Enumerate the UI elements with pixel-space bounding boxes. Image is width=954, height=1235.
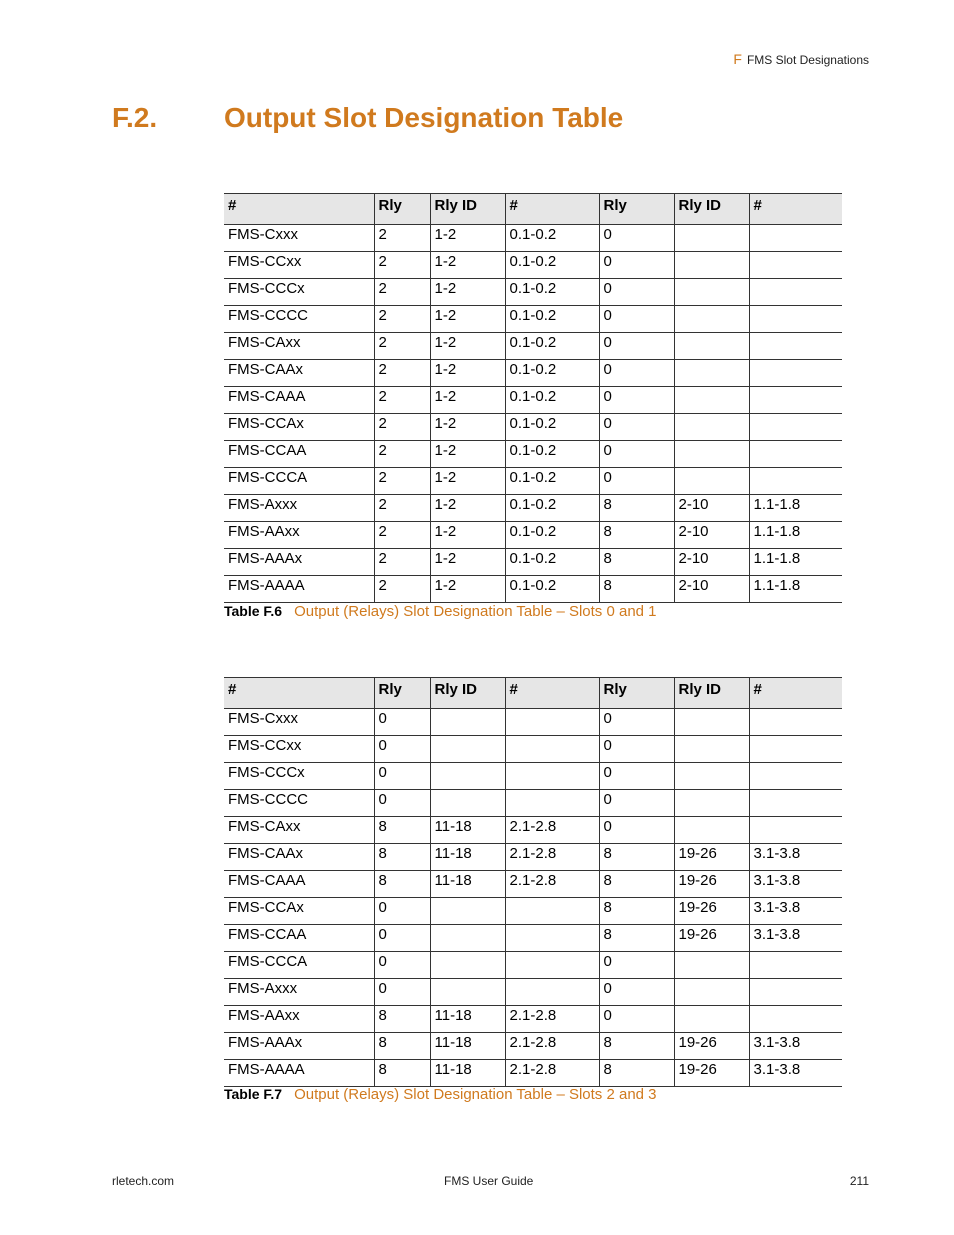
table-cell: 0 bbox=[599, 360, 674, 387]
table-cell bbox=[749, 225, 842, 252]
table-cell bbox=[674, 306, 749, 333]
table-cell: FMS-AAxx bbox=[224, 522, 374, 549]
table-cell bbox=[749, 387, 842, 414]
table-cell bbox=[749, 763, 842, 790]
table-row bbox=[224, 441, 842, 468]
table-cell: FMS-CCCC bbox=[224, 790, 374, 817]
table-cell: 2-10 bbox=[674, 522, 749, 549]
column-header: Rly ID bbox=[430, 194, 505, 225]
table-cell: FMS-AAAA bbox=[224, 576, 374, 603]
table-cell bbox=[749, 709, 842, 736]
table-cell bbox=[749, 468, 842, 495]
table-cell: 1-2 bbox=[430, 225, 505, 252]
table-cell: 1-2 bbox=[430, 576, 505, 603]
table-cell: 2-10 bbox=[674, 495, 749, 522]
table-cell: 0 bbox=[599, 736, 674, 763]
column-header: # bbox=[224, 678, 374, 709]
table-row bbox=[224, 763, 842, 790]
table-row bbox=[224, 252, 842, 279]
table-cell: 0 bbox=[599, 952, 674, 979]
table-cell: 3.1-3.8 bbox=[749, 898, 842, 925]
table-cell: 0.1-0.2 bbox=[505, 333, 599, 360]
table-row bbox=[224, 1006, 842, 1033]
table-cell: 8 bbox=[374, 844, 430, 871]
column-header: Rly bbox=[374, 678, 430, 709]
table-cell: 0 bbox=[599, 763, 674, 790]
table-cell: 8 bbox=[599, 576, 674, 603]
table-cell: 2 bbox=[374, 549, 430, 576]
table-cell: 0 bbox=[374, 898, 430, 925]
table-cell: 0.1-0.2 bbox=[505, 522, 599, 549]
table-cell bbox=[505, 925, 599, 952]
table-cell bbox=[505, 952, 599, 979]
footer-website: rletech.com bbox=[112, 1174, 175, 1188]
table-cell: 1.1-1.8 bbox=[749, 522, 842, 549]
table-cell bbox=[674, 441, 749, 468]
table-cell bbox=[430, 709, 505, 736]
table-cell: 0 bbox=[599, 306, 674, 333]
table-row bbox=[224, 817, 842, 844]
table-cell: FMS-CCxx bbox=[224, 252, 374, 279]
table-cell bbox=[749, 979, 842, 1006]
table-cell: FMS-CAAA bbox=[224, 871, 374, 898]
table-cell: 1-2 bbox=[430, 441, 505, 468]
table-cell: FMS-Axxx bbox=[224, 495, 374, 522]
table-cell: FMS-AAxx bbox=[224, 1006, 374, 1033]
table-cell: 1-2 bbox=[430, 414, 505, 441]
table-cell: 0.1-0.2 bbox=[505, 441, 599, 468]
table-cell: 0 bbox=[374, 979, 430, 1006]
table-cell: FMS-CCCA bbox=[224, 952, 374, 979]
table-row bbox=[224, 495, 842, 522]
table-cell bbox=[430, 979, 505, 1006]
table-cell: 8 bbox=[374, 1033, 430, 1060]
table-cell: 0.1-0.2 bbox=[505, 306, 599, 333]
table-cell bbox=[674, 817, 749, 844]
table-cell bbox=[674, 387, 749, 414]
table-cell bbox=[674, 252, 749, 279]
table-row bbox=[224, 333, 842, 360]
table-cell: 1.1-1.8 bbox=[749, 576, 842, 603]
table-cell: 3.1-3.8 bbox=[749, 844, 842, 871]
footer-guide-title: FMS User Guide bbox=[444, 1174, 534, 1188]
table-cell: 0 bbox=[599, 979, 674, 1006]
table-row bbox=[224, 468, 842, 495]
table-cell: 2 bbox=[374, 279, 430, 306]
table-cell: 2.1-2.8 bbox=[505, 871, 599, 898]
table-cell bbox=[674, 225, 749, 252]
table-cell: FMS-CAAx bbox=[224, 360, 374, 387]
table-row bbox=[224, 709, 842, 736]
table-cell: 3.1-3.8 bbox=[749, 1060, 842, 1087]
slot-table-0-1 bbox=[224, 193, 842, 603]
column-header: # bbox=[749, 194, 842, 225]
table-cell bbox=[749, 1006, 842, 1033]
table-cell: FMS-CAxx bbox=[224, 817, 374, 844]
table-cell: 8 bbox=[374, 1060, 430, 1087]
table-cell bbox=[674, 468, 749, 495]
running-header bbox=[733, 51, 869, 67]
table-cell: 2 bbox=[374, 360, 430, 387]
table-cell: 19-26 bbox=[674, 844, 749, 871]
table-cell: 2.1-2.8 bbox=[505, 817, 599, 844]
table-row bbox=[224, 576, 842, 603]
column-header: Rly ID bbox=[430, 678, 505, 709]
table-cell bbox=[749, 736, 842, 763]
table-row bbox=[224, 306, 842, 333]
table-cell: 3.1-3.8 bbox=[749, 871, 842, 898]
column-header: Rly ID bbox=[674, 678, 749, 709]
table-row bbox=[224, 414, 842, 441]
table-cell: 2-10 bbox=[674, 549, 749, 576]
table-cell: 0 bbox=[599, 225, 674, 252]
table-cell: FMS-AAAx bbox=[224, 1033, 374, 1060]
footer-page-number: 211 bbox=[849, 1174, 869, 1188]
table-cell: 2 bbox=[374, 576, 430, 603]
column-header: Rly bbox=[374, 194, 430, 225]
caption-text: Output (Relays) Slot Designation Table – Slots 2 and 3 bbox=[294, 1086, 657, 1103]
table-row bbox=[224, 952, 842, 979]
table-cell: 0 bbox=[599, 441, 674, 468]
table-cell: 8 bbox=[374, 817, 430, 844]
table-cell: 0.1-0.2 bbox=[505, 387, 599, 414]
table-cell bbox=[674, 790, 749, 817]
table-cell: FMS-Cxxx bbox=[224, 225, 374, 252]
table-caption-f6 bbox=[224, 603, 657, 620]
table-row bbox=[224, 979, 842, 1006]
table-cell: 0.1-0.2 bbox=[505, 495, 599, 522]
table-cell: 0 bbox=[599, 387, 674, 414]
table-cell: FMS-CAxx bbox=[224, 333, 374, 360]
table-cell: 8 bbox=[599, 1060, 674, 1087]
caption-label: Table F.7 bbox=[224, 1086, 283, 1102]
table-cell bbox=[749, 952, 842, 979]
table-cell bbox=[430, 898, 505, 925]
table-cell: 2 bbox=[374, 333, 430, 360]
table-cell: 0.1-0.2 bbox=[505, 414, 599, 441]
table-cell: 1-2 bbox=[430, 522, 505, 549]
table-cell: 2.1-2.8 bbox=[505, 1006, 599, 1033]
table-cell: 0 bbox=[599, 817, 674, 844]
table-cell: 8 bbox=[599, 844, 674, 871]
table-cell bbox=[674, 1006, 749, 1033]
table-cell: 2 bbox=[374, 414, 430, 441]
caption-text: Output (Relays) Slot Designation Table – Slots 0 and 1 bbox=[294, 603, 657, 620]
table-cell: 11-18 bbox=[430, 817, 505, 844]
table-cell: FMS-CCCx bbox=[224, 763, 374, 790]
table-cell: 8 bbox=[599, 549, 674, 576]
table-cell bbox=[749, 360, 842, 387]
table-cell: 19-26 bbox=[674, 925, 749, 952]
table-cell: 0 bbox=[599, 333, 674, 360]
table-row bbox=[224, 360, 842, 387]
table-cell: 2.1-2.8 bbox=[505, 1033, 599, 1060]
table-cell bbox=[674, 333, 749, 360]
table-cell bbox=[674, 979, 749, 1006]
table-cell: 11-18 bbox=[430, 844, 505, 871]
table-cell: 3.1-3.8 bbox=[749, 1033, 842, 1060]
table-cell: 2 bbox=[374, 306, 430, 333]
table-cell: FMS-Axxx bbox=[224, 979, 374, 1006]
table-cell: 19-26 bbox=[674, 898, 749, 925]
table-cell: 0.1-0.2 bbox=[505, 576, 599, 603]
table-caption-f7 bbox=[224, 1086, 657, 1103]
table-cell: 1-2 bbox=[430, 549, 505, 576]
table-cell bbox=[674, 763, 749, 790]
table-row bbox=[224, 387, 842, 414]
table-cell: FMS-AAAA bbox=[224, 1060, 374, 1087]
table-cell: 11-18 bbox=[430, 1033, 505, 1060]
table-cell: 1-2 bbox=[430, 333, 505, 360]
table-header-row bbox=[224, 194, 842, 225]
table-cell: 0.1-0.2 bbox=[505, 252, 599, 279]
table-row bbox=[224, 1033, 842, 1060]
chapter-letter: F bbox=[733, 51, 742, 67]
table-cell bbox=[430, 952, 505, 979]
table-cell: 2 bbox=[374, 495, 430, 522]
column-header: Rly ID bbox=[674, 194, 749, 225]
table-cell bbox=[749, 817, 842, 844]
table-cell: 8 bbox=[599, 522, 674, 549]
table-cell: 1-2 bbox=[430, 468, 505, 495]
table-cell: 0 bbox=[599, 790, 674, 817]
table-header-row bbox=[224, 678, 842, 709]
table-cell bbox=[674, 736, 749, 763]
table-cell: 8 bbox=[599, 898, 674, 925]
table-cell bbox=[749, 333, 842, 360]
table-cell bbox=[430, 763, 505, 790]
table-cell: 2.1-2.8 bbox=[505, 844, 599, 871]
table-cell: FMS-CCCA bbox=[224, 468, 374, 495]
table-cell: 8 bbox=[374, 1006, 430, 1033]
table-cell bbox=[674, 709, 749, 736]
table-cell: 1.1-1.8 bbox=[749, 495, 842, 522]
table-cell bbox=[749, 790, 842, 817]
table-cell: 8 bbox=[599, 925, 674, 952]
table-cell: 1-2 bbox=[430, 360, 505, 387]
table-row bbox=[224, 871, 842, 898]
table-cell: FMS-CCxx bbox=[224, 736, 374, 763]
table-cell: 2-10 bbox=[674, 576, 749, 603]
table-cell: 11-18 bbox=[430, 1006, 505, 1033]
table-cell: 1-2 bbox=[430, 387, 505, 414]
table-row bbox=[224, 925, 842, 952]
table-cell bbox=[749, 279, 842, 306]
table-cell: 0.1-0.2 bbox=[505, 279, 599, 306]
table-cell: FMS-CCAx bbox=[224, 898, 374, 925]
table-cell: 2 bbox=[374, 468, 430, 495]
section-heading bbox=[112, 102, 623, 134]
table-cell: FMS-CCCx bbox=[224, 279, 374, 306]
table-cell: FMS-CCAA bbox=[224, 441, 374, 468]
table-cell bbox=[674, 952, 749, 979]
column-header: # bbox=[224, 194, 374, 225]
table-row bbox=[224, 225, 842, 252]
table-cell: 2.1-2.8 bbox=[505, 1060, 599, 1087]
table-cell: 2 bbox=[374, 225, 430, 252]
table-row bbox=[224, 844, 842, 871]
column-header: Rly bbox=[599, 194, 674, 225]
slot-table-2-3 bbox=[224, 677, 842, 1087]
table-row bbox=[224, 279, 842, 306]
table-cell: 1-2 bbox=[430, 495, 505, 522]
table-cell: 0 bbox=[599, 709, 674, 736]
table-cell: 0 bbox=[599, 1006, 674, 1033]
table-cell: FMS-Cxxx bbox=[224, 709, 374, 736]
table-cell: 0 bbox=[599, 414, 674, 441]
table-cell bbox=[505, 763, 599, 790]
table-cell bbox=[430, 925, 505, 952]
table-cell bbox=[505, 979, 599, 1006]
table-cell: 0.1-0.2 bbox=[505, 225, 599, 252]
table-row bbox=[224, 736, 842, 763]
table-cell bbox=[505, 790, 599, 817]
table-cell bbox=[749, 306, 842, 333]
table-cell: 2 bbox=[374, 252, 430, 279]
table-cell: 19-26 bbox=[674, 871, 749, 898]
table-cell: FMS-AAAx bbox=[224, 549, 374, 576]
table-cell: 0.1-0.2 bbox=[505, 468, 599, 495]
table-cell: 0 bbox=[374, 925, 430, 952]
table-cell: 2 bbox=[374, 441, 430, 468]
column-header: # bbox=[749, 678, 842, 709]
table-cell bbox=[674, 279, 749, 306]
table-cell: 0 bbox=[374, 736, 430, 763]
table-row bbox=[224, 522, 842, 549]
table-cell: FMS-CCAx bbox=[224, 414, 374, 441]
table-cell: 8 bbox=[599, 1033, 674, 1060]
table-cell: 8 bbox=[374, 871, 430, 898]
table-cell bbox=[749, 414, 842, 441]
table-cell: 1-2 bbox=[430, 252, 505, 279]
table-cell: FMS-CAAx bbox=[224, 844, 374, 871]
table-cell bbox=[430, 736, 505, 763]
table-row bbox=[224, 549, 842, 576]
table-cell: 0 bbox=[374, 709, 430, 736]
table-cell: 0 bbox=[599, 468, 674, 495]
table-cell bbox=[674, 360, 749, 387]
table-cell: FMS-CCAA bbox=[224, 925, 374, 952]
table-cell bbox=[505, 898, 599, 925]
section-number: F.2. bbox=[112, 102, 158, 133]
table-cell: 0 bbox=[374, 790, 430, 817]
table-cell: 8 bbox=[599, 871, 674, 898]
table-cell: 19-26 bbox=[674, 1033, 749, 1060]
column-header: # bbox=[505, 678, 599, 709]
table-cell: 0 bbox=[599, 252, 674, 279]
table-cell: 1-2 bbox=[430, 279, 505, 306]
table-cell bbox=[749, 441, 842, 468]
table-cell: 3.1-3.8 bbox=[749, 925, 842, 952]
table-cell: 1.1-1.8 bbox=[749, 549, 842, 576]
table-row bbox=[224, 898, 842, 925]
table-cell: 2 bbox=[374, 522, 430, 549]
table-cell: 0 bbox=[374, 763, 430, 790]
table-cell: 0 bbox=[599, 279, 674, 306]
table-cell bbox=[430, 790, 505, 817]
caption-label: Table F.6 bbox=[224, 603, 283, 619]
table-cell: 2 bbox=[374, 387, 430, 414]
table-cell: FMS-CAAA bbox=[224, 387, 374, 414]
table-cell bbox=[505, 736, 599, 763]
section-title: Output Slot Designation Table bbox=[224, 102, 624, 133]
table-cell bbox=[505, 709, 599, 736]
table-cell: 0 bbox=[374, 952, 430, 979]
chapter-title: FMS Slot Designations bbox=[746, 53, 869, 67]
table-cell: 0.1-0.2 bbox=[505, 549, 599, 576]
table-cell: 1-2 bbox=[430, 306, 505, 333]
column-header: Rly bbox=[599, 678, 674, 709]
table-cell: 8 bbox=[599, 495, 674, 522]
table-row bbox=[224, 1060, 842, 1087]
table-cell: 11-18 bbox=[430, 871, 505, 898]
table-cell: 11-18 bbox=[430, 1060, 505, 1087]
column-header: # bbox=[505, 194, 599, 225]
table-cell: 19-26 bbox=[674, 1060, 749, 1087]
table-cell: 0.1-0.2 bbox=[505, 360, 599, 387]
table-cell bbox=[674, 414, 749, 441]
table-row bbox=[224, 790, 842, 817]
table-cell bbox=[749, 252, 842, 279]
table-cell: FMS-CCCC bbox=[224, 306, 374, 333]
